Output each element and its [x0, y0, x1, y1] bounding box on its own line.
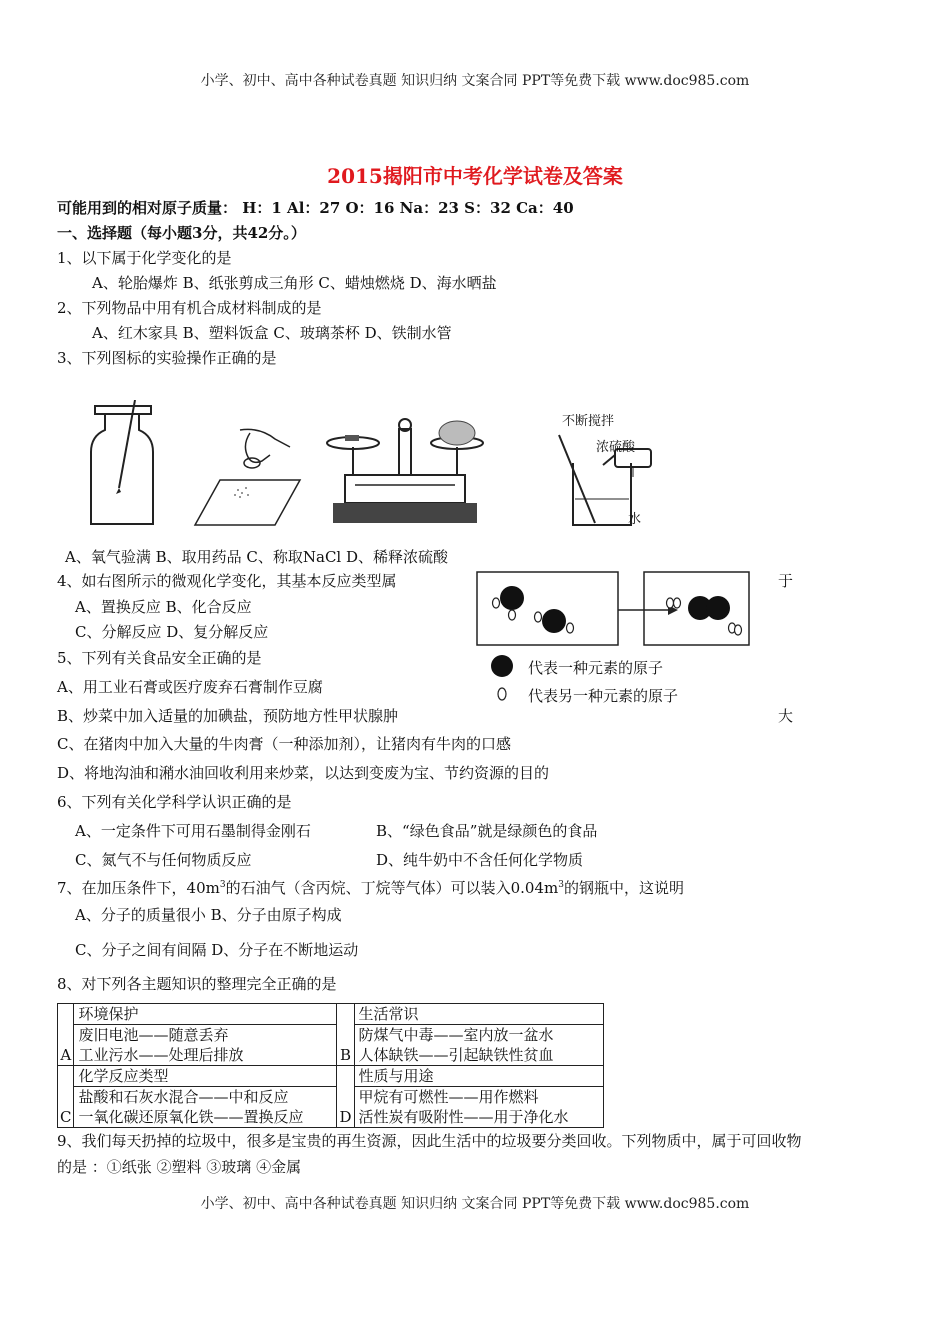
q8-table — [57, 1003, 604, 1128]
balance-scale-figure — [325, 405, 485, 530]
page-header: 小学、初中、高中各种试卷真题 知识归纳 文案合同 PPT等免费下载 www.doc985.com — [200, 73, 750, 89]
q9-stem-line2: 的是 ：①纸张 ②塑料 ③玻璃 ④金属 — [57, 1158, 302, 1176]
q8-cell-b-content — [354, 1025, 603, 1066]
section-heading: 一、选择题（每小题3分，共42分。） — [57, 224, 306, 242]
q5-option-d: D、将地沟油和潲水油回收利用来炒菜，以达到变废为宝、节约资源的目的 — [57, 764, 550, 782]
q5-option-a: A、用工业石膏或医疗废弃石膏制作豆腐 — [57, 678, 323, 696]
q5-option-b: B、炒菜中加入适量的加碘盐，预防地方性甲状腺肿 — [57, 707, 399, 725]
q8-b-line2: 人体缺铁——引起缺铁性贫血 — [358, 1046, 554, 1064]
q2-stem: 2、下列物品中用有机合成材料制成的是 — [57, 299, 322, 317]
q8-cell-c-topic: 化学反应类型 — [74, 1066, 337, 1087]
page-title: 2015揭阳市中考化学试卷及答案 — [327, 164, 623, 188]
q3-options: A、氧气验满 B、取用药品 C、称取NaCl D、稀释浓硫酸 — [65, 548, 449, 566]
q8-stem: 8、对下列各主题知识的整理完全正确的是 — [57, 975, 337, 993]
q1-stem: 1、以下属于化学变化的是 — [57, 249, 232, 267]
q7-stem-mid: 的石油气（含丙烷、丁烷等气体）可以装入0.04m — [225, 879, 559, 897]
q6-option-a: A、一定条件下可用石墨制得金刚石 — [75, 822, 311, 840]
q4-stem-tail: 于 — [778, 572, 794, 590]
q8-cell-d-letter: D — [337, 1066, 354, 1128]
label-acid: 浓硫酸 — [596, 440, 636, 455]
q7-options-cd: C、分子之间有间隔 D、分子在不断地运动 — [75, 941, 359, 959]
q8-c-line1: 盐酸和石灰水混合——中和反应 — [78, 1088, 289, 1106]
q5-option-c: C、在猪肉中加入大量的牛肉膏（一种添加剂），让猪肉有牛肉的口感 — [57, 735, 511, 753]
q6-option-c: C、氮气不与任何物质反应 — [75, 851, 252, 869]
q4-options-cd: C、分解反应 D、复分解反应 — [75, 623, 269, 641]
q6-option-b: B、“绿色食品”就是绿颜色的食品 — [376, 822, 598, 840]
q8-cell-c-content — [74, 1087, 337, 1128]
legend-white-atom: 代表另一种元素的原子 — [528, 687, 679, 705]
q8-cell-d-content — [354, 1087, 603, 1128]
q9-stem: 9、我们每天扔掉的垃圾中，很多是宝贵的再生资源，因此生活中的垃圾要分类回收。下列物质中，属于可回收物 — [57, 1132, 802, 1150]
q8-a-line2: 工业污水——处理后排放 — [78, 1046, 244, 1064]
q8-d-line2: 活性炭有吸附性——用于净化水 — [358, 1108, 569, 1126]
q8-cell-a-letter: A — [58, 1004, 74, 1066]
q7-options-ab: A、分子的质量很小 B、分子由原子构成 — [75, 906, 342, 924]
q6-stem: 6、下列有关化学科学认识正确的是 — [57, 793, 292, 811]
q8-a-line1: 废旧电池——随意丢弃 — [78, 1026, 229, 1044]
q8-cell-d-topic: 性质与用途 — [354, 1066, 603, 1087]
q8-cell-a-topic: 环境保护 — [74, 1004, 337, 1025]
q8-cell-a-content — [74, 1025, 337, 1066]
legend-markers — [488, 654, 518, 704]
page-footer: 小学、初中、高中各种试卷真题 知识归纳 文案合同 PPT等免费下载 www.doc985.com — [200, 1196, 750, 1212]
q4-stem: 4、如右图所示的微观化学变化，其基本反应类型属 — [57, 572, 397, 590]
powder-dispensing-figure — [190, 425, 305, 535]
q7-stem-post: 的钢瓶中，这说明 — [563, 879, 684, 897]
q7-stem-pre: 7、在加压条件下，40m — [57, 879, 220, 897]
legend-black-atom: 代表一种元素的原子 — [528, 659, 664, 677]
q6-option-d: D、纯牛奶中不含任何化学物质 — [376, 851, 584, 869]
q5-option-b-tail: 大 — [778, 707, 794, 725]
q7-stem — [57, 877, 684, 898]
label-water: 水 — [628, 512, 642, 527]
q2-options: A、红木家具 B、塑料饭盒 C、玻璃茶杯 D、铁制水管 — [92, 324, 452, 342]
atomic-masses: 可能用到的相对原子质量： H：1 Al：27 O：16 Na：23 S：32 Ca：40 — [57, 199, 574, 217]
q8-c-line2: 一氧化碳还原氧化铁——置换反应 — [78, 1108, 304, 1126]
oxygen-bottle-figure — [85, 400, 160, 530]
q8-b-line1: 防煤气中毒——室内放一盆水 — [358, 1026, 554, 1044]
q8-cell-c-letter: C — [58, 1066, 74, 1128]
q5-stem: 5、下列有关食品安全正确的是 — [57, 649, 262, 667]
q8-cell-b-letter: B — [337, 1004, 354, 1066]
q7-sup2: 3 — [558, 880, 564, 890]
q8-cell-b-topic: 生活常识 — [354, 1004, 603, 1025]
q7-sup1: 3 — [219, 880, 226, 890]
label-stir: 不断搅拌 — [562, 414, 615, 429]
q8-d-line1: 甲烷有可燃性——用作燃料 — [358, 1088, 539, 1106]
q4-options-ab: A、置换反应 B、化合反应 — [75, 598, 252, 616]
q3-stem: 3、下列图标的实验操作正确的是 — [57, 349, 277, 367]
reaction-diagram — [470, 570, 760, 650]
q1-options: A、轮胎爆炸 B、纸张剪成三角形 C、蜡烛燃烧 D、海水晒盐 — [92, 274, 497, 292]
